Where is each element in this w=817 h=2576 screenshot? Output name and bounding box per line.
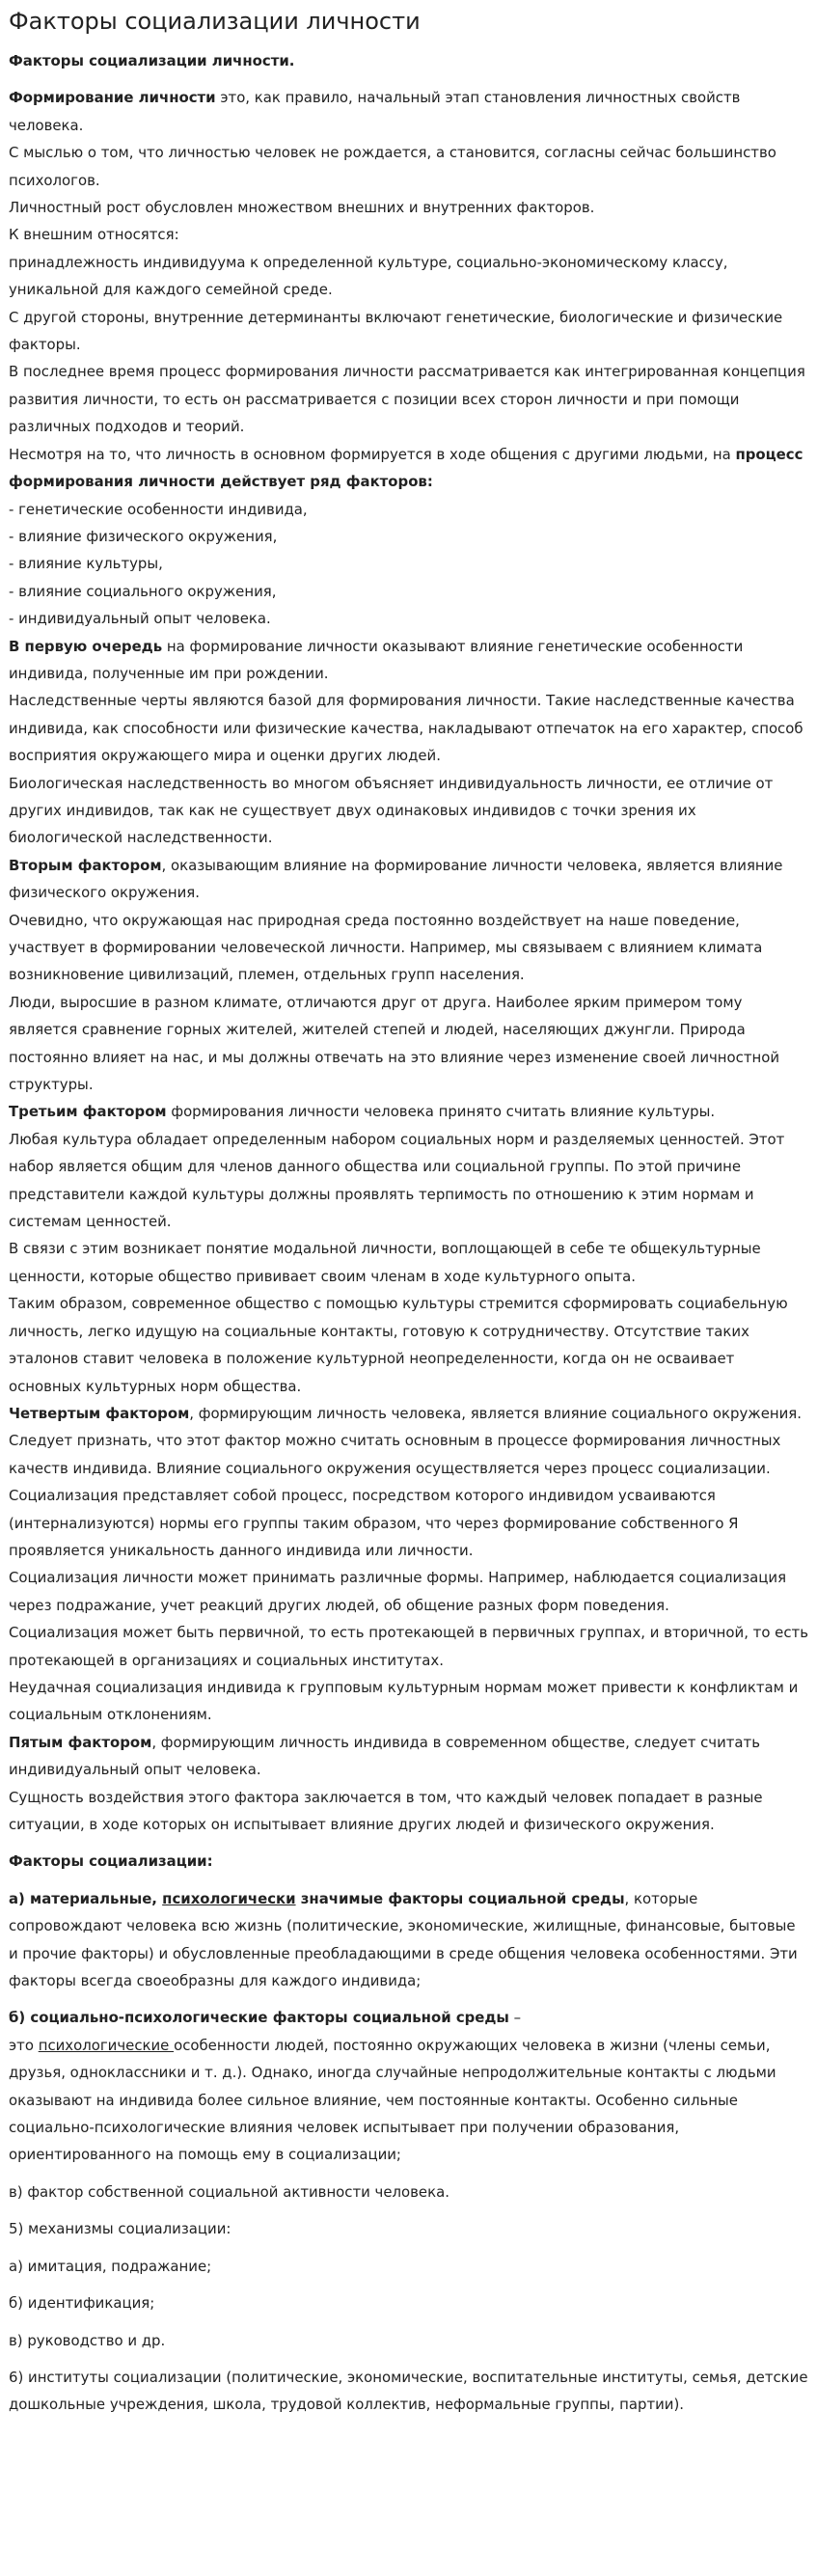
paragraph <box>9 2004 808 2031</box>
list-item: - влияние культуры, <box>9 555 163 573</box>
paragraph: в) фактор собственной социальной активности человека. <box>9 2182 449 2201</box>
paragraph-text: , формирующим личность человека, является влияние социального окружения. <box>189 1404 802 1422</box>
paragraph <box>9 1098 808 1125</box>
paragraph-text: формирования личности человека принято считать влияние культуры. <box>166 1103 716 1121</box>
bold-term: Четвертым фактором <box>9 1404 190 1422</box>
paragraph: Сущность воздействия этого фактора заключается в том, что каждый человек попадает в разные ситуации, в ходе которых он испытывает влияние других людей и физического окружения. <box>9 1788 763 1833</box>
paragraph: Социализация может быть первичной, то есть протекающей в первичных группах, и вторичной, то есть протекающей в организациях и социальных институтах. <box>9 1624 808 1669</box>
paragraph: Следует признать, что этот фактор можно считать основным в процессе формирования личностных качеств индивида. Влияние социального окружения осуществляется через процесс социализации. <box>9 1432 781 1477</box>
bold-term: Третьим фактором <box>9 1103 167 1121</box>
list-item: - влияние социального окружения, <box>9 582 277 600</box>
list-item: б) идентификация; <box>9 2294 155 2313</box>
paragraph-text: это, как правило, начальный этап становления личностных свойств человека. <box>9 89 741 134</box>
page-title: Факторы социализации личности <box>9 8 421 35</box>
paragraph: Неудачная социализация индивида к групповым культурным нормам может привести к конфликтам и социальным отклонениям. <box>9 1678 799 1724</box>
dash: – <box>508 2009 522 2027</box>
paragraph: Социализация личности может принимать различные формы. Например, наблюдается социализация через подражание, учет реакций других людей, об общение разных форм поведения. <box>9 1569 787 1614</box>
paragraph-text: , которые сопровождают человека всю жизнь (политические, экономические, жилищные, финансовые, бытовые и прочие факторы) и обусловленные преобладающими в среде общения человека особенностями. Эти факторы всегда своеобразны для каждого индивида; <box>9 1889 798 1990</box>
paragraph: Таким образом, современное общество с помощью культуры стремится сформировать социабельную личность, легко идущую на социальные контакты, готовую к сотрудничеству. Отсутствие таких эталонов ставит человека в положение культурной неопределенности, когда он не осваивает основных культурных норм общества. <box>9 1295 788 1395</box>
paragraph <box>9 1400 808 1427</box>
paragraph: принадлежность индивидуума к определенной культуре, социально-экономическому классу, уникальной для каждого семейной среде. <box>9 253 728 299</box>
paragraph <box>9 1729 808 1784</box>
paragraph: Социализация представляет собой процесс, посредством которого индивидом усваиваются (интернализуются) нормы его группы таким образом, что через формирование собственного Я проявляется уникальность данного индивида или личности. <box>9 1487 739 1559</box>
bold-term-text: а) материальные, <box>9 1889 163 1907</box>
paragraph: С мыслью о том, что личностью человек не рождается, а становится, согласны сейчас большинство психологов. <box>9 144 776 189</box>
paragraph: Личностный рост обусловлен множеством внешних и внутренних факторов. <box>9 199 595 217</box>
psychological-link[interactable]: психологические <box>38 2036 175 2054</box>
paragraph-text: , формирующим личность индивида в современном обществе, следует считать индивидуальный опыт человека. <box>9 1733 761 1779</box>
paragraph-text: на формирование личности оказывают влияние генетические особенности индивида, полученные им при рождении. <box>9 637 744 682</box>
paragraph: Люди, выросшие в разном климате, отличаются друг от друга. Наиболее ярким примером тому является сравнение горных жителей, жителей степей и людей, населяющих джунгли. Природа постоянно влияет на нас, и мы должны отвечать на это влияние через изменение своей личностной структуры. <box>9 993 780 1094</box>
bold-term <box>9 1890 625 1907</box>
paragraph: 5) механизмы социализации: <box>9 2220 231 2238</box>
bold-term: В первую очередь <box>9 637 163 655</box>
paragraph <box>9 852 808 907</box>
list-item: - индивидуальный опыт человека. <box>9 610 271 628</box>
bold-term: Вторым фактором <box>9 856 162 874</box>
paragraph <box>9 47 808 74</box>
paragraph-text: , оказывающим влияние на формирование личности человека, является влияние физического окружения. <box>9 856 783 902</box>
list-item: а) имитация, подражание; <box>9 2257 212 2275</box>
section-heading-text: Факторы социализации: <box>9 1852 213 1871</box>
article-body <box>9 47 808 2419</box>
paragraph: Наследственные черты являются базой для формирования личности. Такие наследственные качества индивида, как способности или физические качества, накладывают отпечаток на его характер, способ восприятия окружающего мира и оценки других людей. <box>9 692 803 765</box>
paragraph-text: Несмотря на то, что личность в основном формируется в ходе общения с другими людьми, на <box>9 445 736 463</box>
paragraph: Биологическая наследственность во многом объясняет индивидуальность личности, ее отличие от других индивидов, так как не существует двух одинаковых индивидов с точки зрения их биологической наследственности. <box>9 774 774 847</box>
bold-term: б) социально-психологические факторы социальной среды <box>9 2009 509 2027</box>
paragraph: К внешним относятся: <box>9 226 179 244</box>
bold-term-text: значимые факторы социальной среды <box>295 1889 625 1907</box>
list-item: - генетические особенности индивида, <box>9 500 308 518</box>
section-heading <box>9 1848 808 1875</box>
bold-term: Пятым фактором <box>9 1733 152 1751</box>
psychology-link[interactable]: психологически <box>162 1889 296 1907</box>
subtitle: Факторы социализации личности. <box>9 52 295 69</box>
bold-term: процесс формирования личности действует ряд факторов: <box>9 445 803 491</box>
paragraph <box>9 84 808 139</box>
paragraph <box>9 2032 808 2169</box>
paragraph-text: особенности людей, постоянно окружающих человека в жизни (члены семьи, друзья, одноклассники и т. д.). Однако, иногда случайные непродолжительные контакты с людьми оказывают на индивида более сильное влияние, чем постоянные контакты. Особенно сильные социально-психологические влияния человек испытывает при получении образования, ориентированного на помощь ему в социализации; <box>9 2036 776 2164</box>
paragraph <box>9 1885 808 1995</box>
paragraph: В последнее время процесс формирования личности рассматривается как интегрированная концепция развития личности, то есть он рассматривается с позиции всех сторон личности и при помощи различных подходов и теорий. <box>9 363 805 436</box>
paragraph: Очевидно, что окружающая нас природная среда постоянно воздействует на наше поведение, участвует в формировании человеческой личности. Например, мы связываем с влиянием климата возникновение цивилизаций, племен, отдельных групп населения. <box>9 911 763 984</box>
paragraph <box>9 441 808 496</box>
paragraph: В связи с этим возникает понятие модальной личности, воплощающей в себе те общекультурные ценности, которые общество прививает своим членам в ходе культурного опыта. <box>9 1240 761 1285</box>
paragraph <box>9 633 808 688</box>
list-item: в) руководство и др. <box>9 2331 166 2349</box>
paragraph: 6) институты социализации (политические, экономические, воспитательные институты, семья, детские дошкольные учреждения, школа, трудовой коллектив, неформальные группы, партии). <box>9 2368 808 2414</box>
bold-term: Формирование личности <box>9 89 216 107</box>
list-item: - влияние физического окружения, <box>9 527 278 545</box>
paragraph-text: это <box>9 2036 39 2054</box>
paragraph: С другой стороны, внутренние детерминанты включают генетические, биологические и физические факторы. <box>9 308 783 354</box>
paragraph: Любая культура обладает определенным набором социальных норм и разделяемых ценностей. Этот набор является общим для членов данного общества или социальной группы. По этой причине представители каждой культуры должны проявлять терпимость по отношению к этим нормам и системам ценностей. <box>9 1130 785 1231</box>
